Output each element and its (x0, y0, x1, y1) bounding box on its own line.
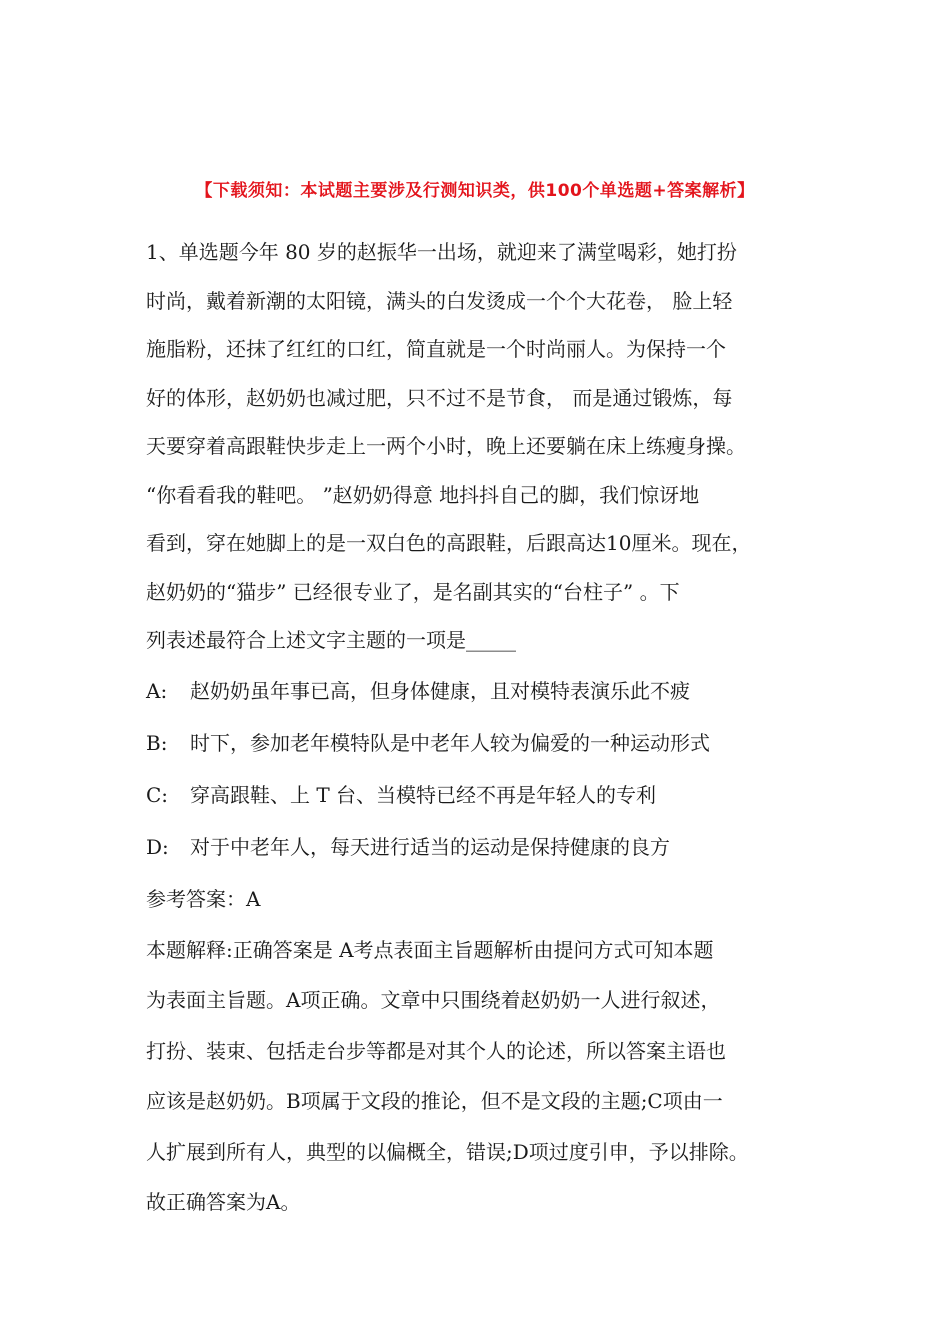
options-list (146, 665, 826, 873)
question-block (146, 228, 826, 1228)
question-line: 好的体形，赵奶奶也减过肥，只不过不是节食， 而是通过锻炼，每 (146, 385, 733, 410)
option-c (146, 769, 826, 821)
question-line: 看到，穿在她脚上的是一双白色的高跟鞋，后跟高达10厘米。现在， (146, 531, 752, 555)
option-text: 赵奶奶虽年事已高，但身体健康，且对模特表演乐此不疲 (190, 678, 690, 703)
option-letter: C: (146, 782, 169, 807)
question-line: 1、单选题今年 80 岁的赵振华一出场，就迎来了满堂喝彩，她打扮 (146, 240, 737, 264)
question-line: 赵奶奶的“猫步” 已经很专业了，是名副其实的“台柱子” 。下 (146, 579, 680, 604)
option-letter: B: (146, 730, 168, 755)
question-line: 天要穿着高跟鞋快步走上一两个小时，晚上还要躺在床上练瘦身操。 (146, 434, 746, 458)
question-line: 施脂粉，还抹了红红的口红，简直就是一个时尚丽人。为保持一个 (146, 337, 726, 361)
question-stem (146, 228, 826, 665)
download-notice: 【下载须知：本试题主要涉及行测知识类，供100个单选题+答案解析】 (195, 181, 755, 201)
option-a (146, 665, 826, 717)
option-text: 对于中老年人，每天进行适当的运动是保持健康的良方 (190, 834, 670, 859)
explanation-line: 打扮、装束、包括走台步等都是对其个人的论述，所以答案主语也 (146, 1038, 726, 1063)
question-line: 时尚，戴着新潮的太阳镜，满头的白发烫成一个个大花卷， 脸上轻 (146, 288, 733, 313)
explanation-line: 为表面主旨题。A项正确。文章中只围绕着赵奶奶一人进行叙述， (146, 988, 721, 1012)
option-text: 穿高跟鞋、上 T 台、当模特已经不再是年轻人的专利 (190, 782, 657, 807)
explanation-line: 应该是赵奶奶。B项属于文段的推论，但不是文段的主题;C项由一 (146, 1089, 723, 1113)
option-text: 时下，参加老年模特队是中老年人较为偏爱的一种运动形式 (190, 730, 710, 755)
explanation-line: 人扩展到所有人，典型的以偏概全，错误;D项过度引申，予以排除。 (146, 1139, 749, 1164)
question-line: 列表述最符合上述文字主题的一项是_____ (146, 628, 516, 652)
explanation-line: 故正确答案为A。 (146, 1190, 301, 1214)
option-letter: D: (146, 834, 169, 859)
option-d (146, 821, 826, 873)
option-letter: A: (146, 678, 168, 703)
explanation-line: 本题解释:正确答案是 A考点表面主旨题解析由提问方式可知本题 (146, 937, 714, 962)
question-line: “你看看我的鞋吧。 ”赵奶奶得意 地抖抖自己的脚，我们惊讶地 (146, 482, 700, 507)
option-b (146, 717, 826, 769)
explanation-block (146, 925, 826, 1228)
reference-answer: 参考答案：A (146, 886, 261, 911)
